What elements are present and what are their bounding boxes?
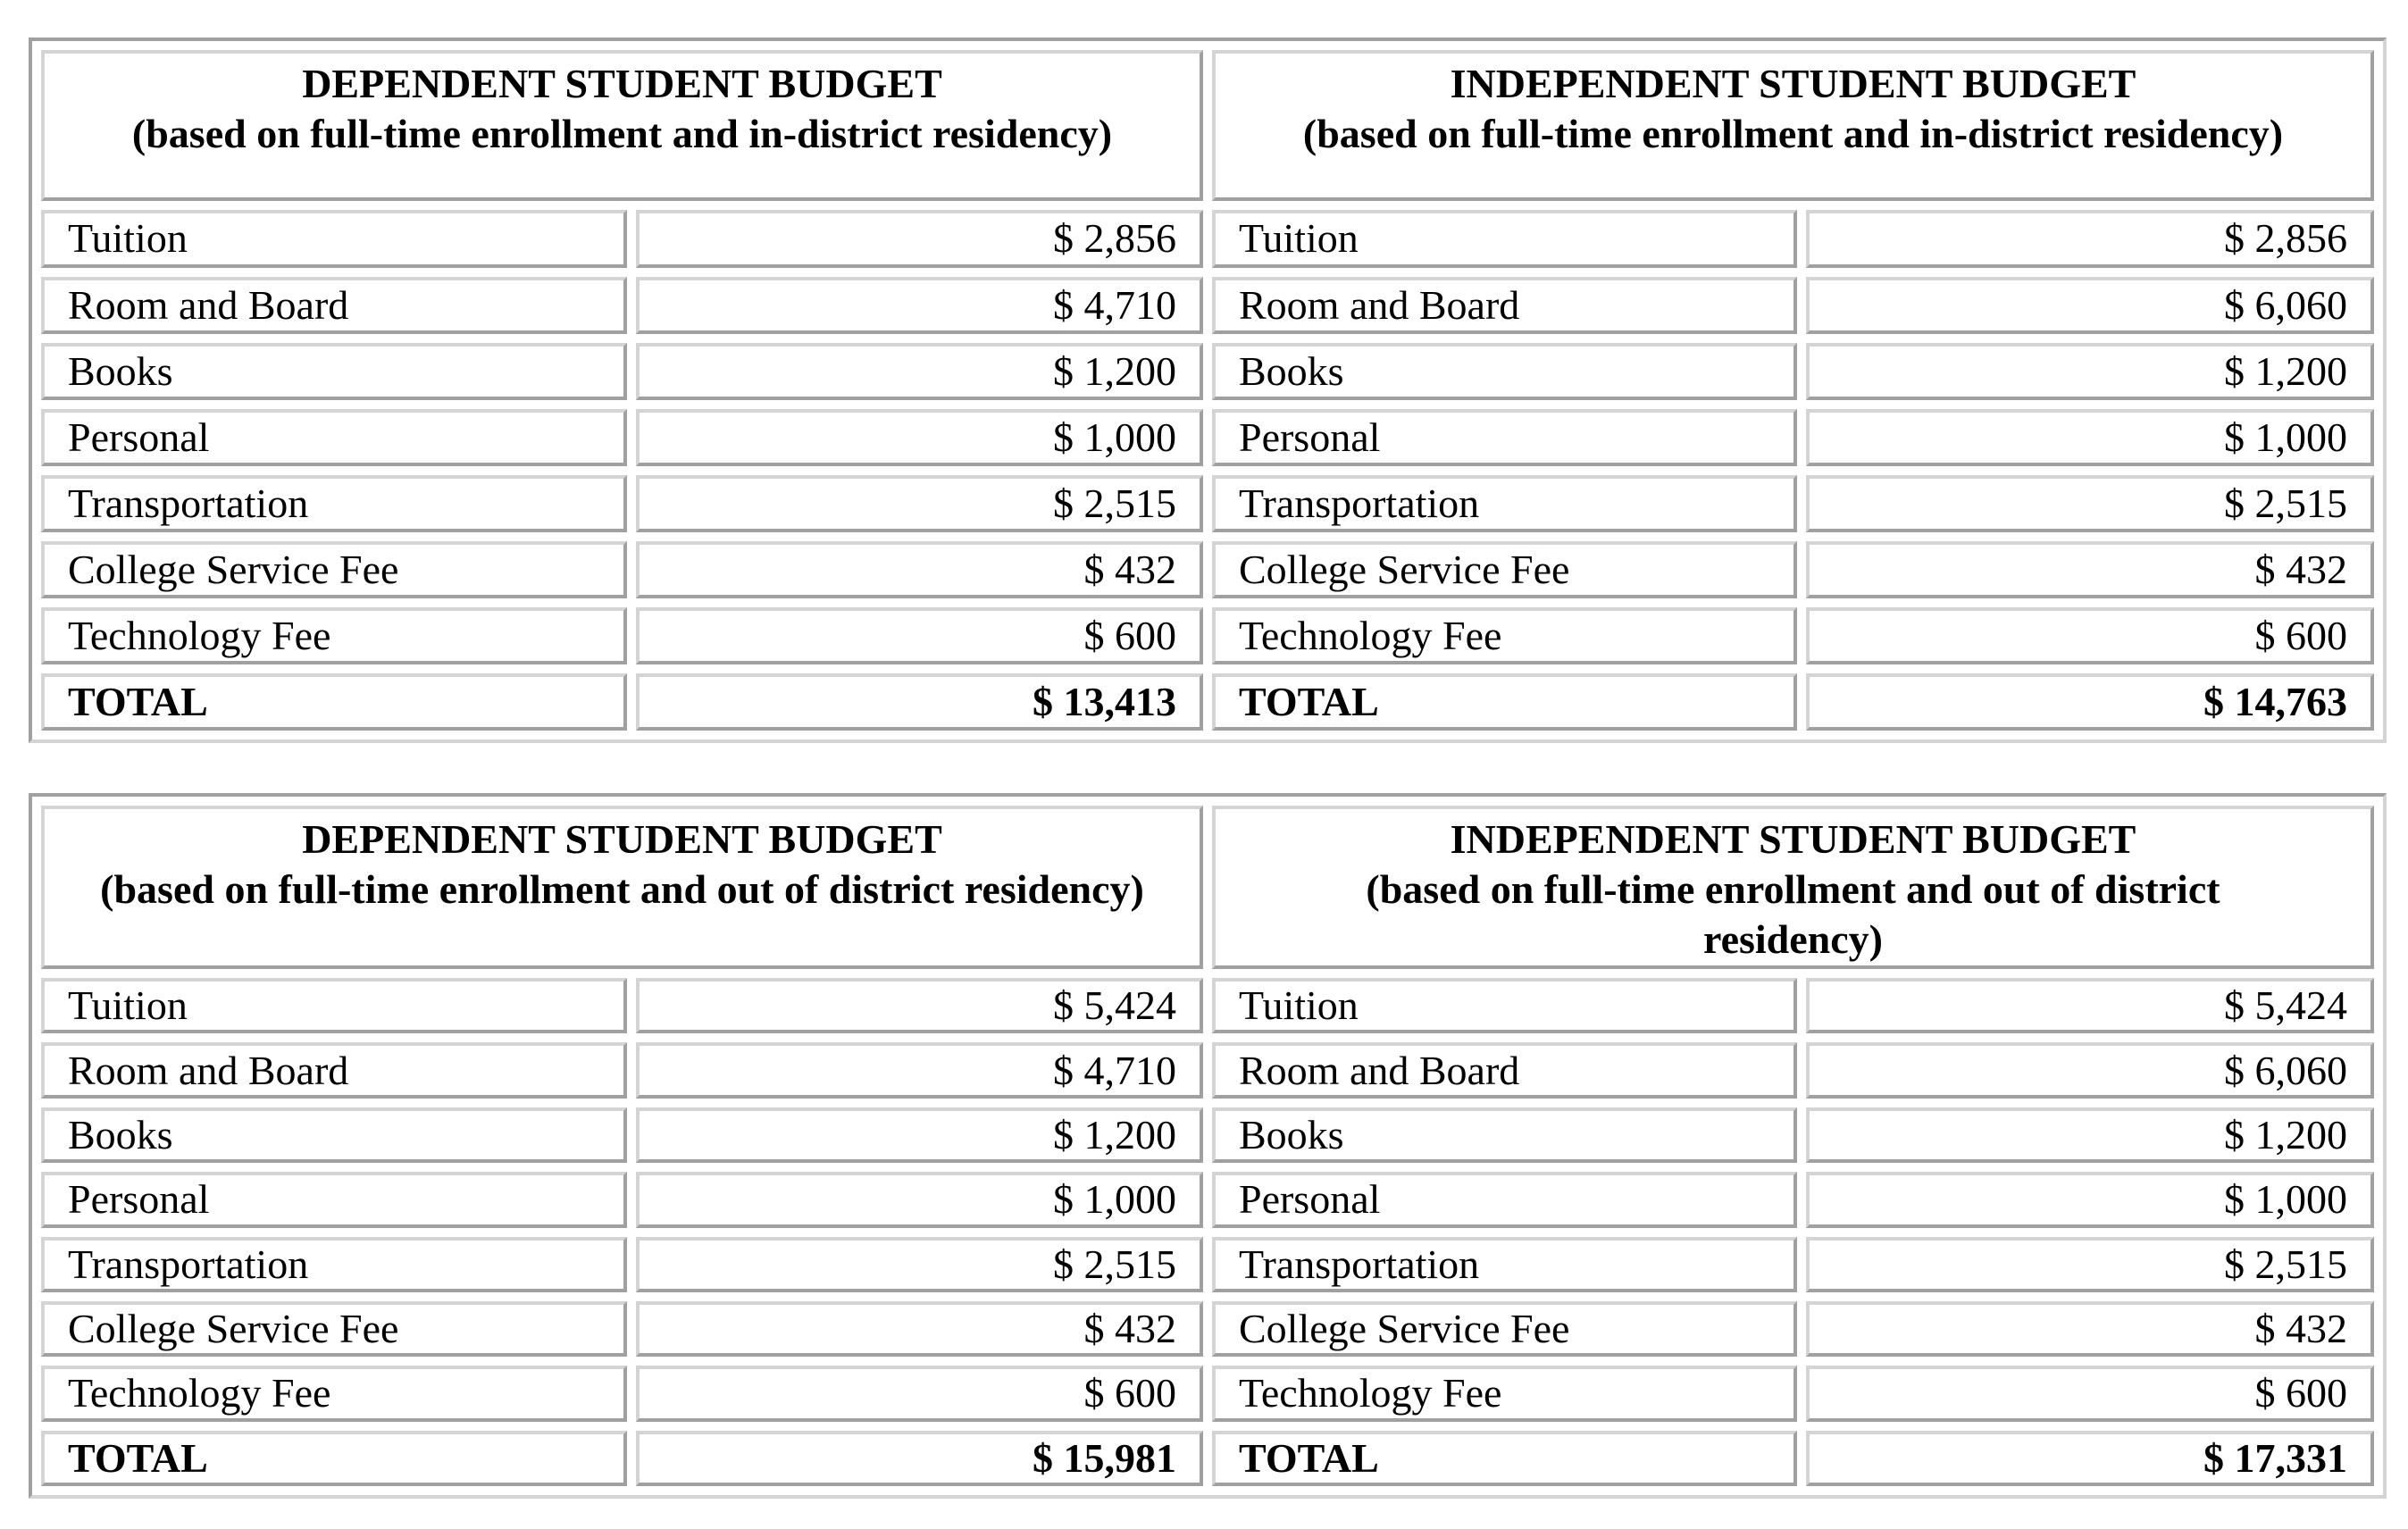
table-row — [41, 1172, 2374, 1227]
dependent-item-label: Tuition — [41, 210, 627, 267]
independent-item-label: Technology Fee — [1212, 1366, 1798, 1421]
independent-item-label: College Service Fee — [1212, 1301, 1798, 1357]
dependent-item-amount: $ 2,856 — [636, 210, 1203, 267]
total-row — [41, 1431, 2374, 1486]
dependent-item-label: Personal — [41, 409, 627, 466]
dependent-item-amount: $ 2,515 — [636, 475, 1203, 532]
dependent-budget-subtitle: (based on full-time enrollment and in-district residency) — [131, 111, 1113, 156]
table-row — [41, 210, 2374, 267]
dependent-budget-subtitle: (based on full-time enrollment and out of district residency) — [100, 866, 1144, 912]
dependent-total-amount: $ 15,981 — [636, 1431, 1203, 1486]
dependent-item-amount: $ 1,200 — [636, 343, 1203, 400]
table-row — [41, 607, 2374, 664]
out-of-district-budget-table — [29, 793, 2387, 1499]
independent-item-amount: $ 1,200 — [1806, 343, 2374, 400]
dependent-item-amount: $ 1,000 — [636, 409, 1203, 466]
independent-budget-title: INDEPENDENT STUDENT BUDGET — [1450, 61, 2136, 106]
independent-item-amount: $ 432 — [1806, 1301, 2374, 1357]
independent-item-label: Books — [1212, 343, 1798, 400]
independent-item-label: Transportation — [1212, 1237, 1798, 1292]
table-row — [41, 1042, 2374, 1098]
independent-item-amount: $ 6,060 — [1806, 277, 2374, 334]
independent-item-amount: $ 2,515 — [1806, 1237, 2374, 1292]
independent-item-label: Transportation — [1212, 475, 1798, 532]
dependent-total-amount: $ 13,413 — [636, 673, 1203, 731]
table-row — [41, 277, 2374, 334]
independent-item-label: Room and Board — [1212, 1042, 1798, 1098]
dependent-item-amount: $ 2,515 — [636, 1237, 1203, 1292]
dependent-budget-title: DEPENDENT STUDENT BUDGET — [302, 61, 942, 106]
independent-item-amount: $ 6,060 — [1806, 1042, 2374, 1098]
dependent-item-amount: $ 432 — [636, 541, 1203, 598]
table-row — [41, 1237, 2374, 1292]
table-row — [41, 978, 2374, 1033]
independent-budget-subtitle: (based on full-time enrollment and out of district residency) — [1366, 866, 2220, 962]
independent-item-label: Books — [1212, 1107, 1798, 1163]
dependent-item-label: Books — [41, 343, 627, 400]
table-row — [41, 1107, 2374, 1163]
dependent-item-amount: $ 600 — [636, 1366, 1203, 1421]
independent-item-amount: $ 1,200 — [1806, 1107, 2374, 1163]
dependent-item-label: Books — [41, 1107, 627, 1163]
independent-budget-header — [1212, 50, 2374, 201]
table-row — [41, 1301, 2374, 1357]
independent-item-amount: $ 2,515 — [1806, 475, 2374, 532]
dependent-item-label: Transportation — [41, 475, 627, 532]
dependent-item-label: Room and Board — [41, 277, 627, 334]
table-header-row — [41, 50, 2374, 201]
dependent-item-amount: $ 4,710 — [636, 277, 1203, 334]
independent-item-amount: $ 5,424 — [1806, 978, 2374, 1033]
dependent-item-label: College Service Fee — [41, 541, 627, 598]
dependent-budget-title: DEPENDENT STUDENT BUDGET — [302, 816, 942, 862]
dependent-item-amount: $ 4,710 — [636, 1042, 1203, 1098]
independent-item-label: Tuition — [1212, 978, 1798, 1033]
table-row — [41, 409, 2374, 466]
independent-item-label: College Service Fee — [1212, 541, 1798, 598]
table-row — [41, 475, 2374, 532]
table-row — [41, 541, 2374, 598]
dependent-item-label: Transportation — [41, 1237, 627, 1292]
independent-item-label: Tuition — [1212, 210, 1798, 267]
independent-item-amount: $ 2,856 — [1806, 210, 2374, 267]
dependent-item-label: Personal — [41, 1172, 627, 1227]
independent-item-label: Personal — [1212, 1172, 1798, 1227]
independent-item-label: Technology Fee — [1212, 607, 1798, 664]
table-row — [41, 1366, 2374, 1421]
independent-total-label: TOTAL — [1212, 673, 1798, 731]
dependent-budget-header — [41, 806, 1203, 969]
dependent-item-amount: $ 600 — [636, 607, 1203, 664]
independent-item-amount: $ 600 — [1806, 1366, 2374, 1421]
independent-budget-title: INDEPENDENT STUDENT BUDGET — [1450, 816, 2136, 862]
independent-item-amount: $ 600 — [1806, 607, 2374, 664]
dependent-item-amount: $ 1,200 — [636, 1107, 1203, 1163]
independent-total-amount: $ 17,331 — [1806, 1431, 2374, 1486]
total-row — [41, 673, 2374, 731]
dependent-total-label: TOTAL — [41, 673, 627, 731]
independent-total-label: TOTAL — [1212, 1431, 1798, 1486]
dependent-item-label: College Service Fee — [41, 1301, 627, 1357]
independent-item-amount: $ 1,000 — [1806, 1172, 2374, 1227]
dependent-item-label: Room and Board — [41, 1042, 627, 1098]
dependent-item-label: Technology Fee — [41, 607, 627, 664]
independent-budget-header — [1212, 806, 2374, 969]
dependent-item-amount: $ 432 — [636, 1301, 1203, 1357]
dependent-item-label: Tuition — [41, 978, 627, 1033]
independent-total-amount: $ 14,763 — [1806, 673, 2374, 731]
table-header-row — [41, 806, 2374, 969]
table-row — [41, 343, 2374, 400]
dependent-total-label: TOTAL — [41, 1431, 627, 1486]
dependent-item-amount: $ 5,424 — [636, 978, 1203, 1033]
independent-item-label: Room and Board — [1212, 277, 1798, 334]
dependent-item-label: Technology Fee — [41, 1366, 627, 1421]
dependent-item-amount: $ 1,000 — [636, 1172, 1203, 1227]
in-district-budget-table — [29, 38, 2387, 743]
independent-item-amount: $ 432 — [1806, 541, 2374, 598]
independent-item-amount: $ 1,000 — [1806, 409, 2374, 466]
independent-budget-subtitle: (based on full-time enrollment and in-district residency) — [1302, 111, 2284, 156]
independent-item-label: Personal — [1212, 409, 1798, 466]
dependent-budget-header — [41, 50, 1203, 201]
